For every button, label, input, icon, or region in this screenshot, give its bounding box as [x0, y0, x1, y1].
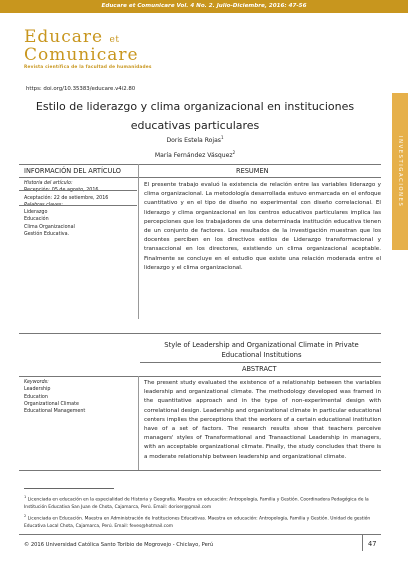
keywords-en: [24, 379, 85, 415]
divider-top: [19, 164, 381, 165]
doi-link[interactable]: https: doi.org/10.35383/educare.v4i2.80: [26, 86, 136, 92]
resumen-text: El presente trabajo evaluó la existencia de relación entre las variables liderazgo y clima organizacional. La metodología desarrollada estuvo enmarcada en el enfoque cuantitativo y en el tipo de diseño no experimental con diseño correlacional. El liderazgo y clima organizacional en los centros educativos particulares implica las percepciones que los trabajadores de una determinada institución educativa tienen de un conjunto de factores. Los resultados de la investigación muestran que los docentes perciben en los directivos estilos de Liderazgo transformacional y transaccional en los directores, existiendo un clima organizacional aceptable. Finalmente se concluye en el estudio que existe una relación moderada entre el liderazgo y el clima organizacional.: [144, 182, 381, 271]
divider-abstract-bottom: [19, 376, 381, 377]
keyword-es: Liderazgo: [24, 210, 48, 216]
logo-word-educare: Educare: [24, 27, 104, 47]
logo-subtitle: Revista científica de la facultad de humanidades: [24, 65, 152, 70]
section-sidebar-label: INVESTIGACIONES: [397, 135, 403, 208]
divider-abstract-top: [140, 362, 381, 363]
keywords-label-en: Keywords:: [24, 380, 49, 385]
abstract-header: ABSTRACT: [242, 365, 277, 373]
footnote-2: [24, 513, 384, 531]
article-title-line2: educativas particulares: [130, 119, 260, 132]
divider-abstract-end: [19, 470, 381, 471]
english-title-line1: Style of Leadership and Organizational Climate in Private: [164, 341, 359, 349]
page-number-separator: [362, 535, 363, 551]
footnote-1-mark: 1: [24, 495, 27, 499]
divider-english-title: [19, 333, 381, 334]
abstract-text: The present study evaluated the existence of a relationship between the variables leadership and organizational climate. The methodology developed was framed in the quantitative approach and in the type of non-experimental design with correlational design. Leadership and organizational climate in particular educational centers implies the perceptions that the workers of a certain educational institution have of a set of factors. The research results show that teachers perceive managers' styles of Transformational and Transactional Leadership in managers, with an acceptable organizational climate. Finally, the study concludes that there is a moderate relationship between leadership and organizational climate.: [144, 380, 381, 460]
article-authors: [30, 132, 360, 162]
page-number: 47: [368, 540, 377, 548]
footnote-2-text: Licenciada en Educación. Maestra en Administración de Instituciones Educativas. Maestra en educación: Antropología, Familia y Gestión. Unidad de gestión Educativa Local Chota, Cajamarca, Perú. Email: feves@hotmail.com: [24, 516, 371, 530]
keyword-en: Education: [24, 394, 48, 400]
author-2-name: María Fernández Vásquez: [154, 152, 233, 160]
keyword-es: Gestión Educativa.: [24, 232, 70, 238]
journal-logo: [24, 27, 224, 70]
info-header: INFORMACIÓN DEL ARTÍCULO: [24, 167, 121, 175]
keyword-en: Leadership: [24, 387, 51, 393]
author-1-name: Doris Estela Rojas: [166, 137, 221, 145]
footnote-2-mark: 2: [24, 514, 27, 518]
article-title-line1: Estilo de liderazgo y clima organizacional en instituciones: [35, 100, 355, 113]
column-separator-es: [138, 164, 139, 319]
divider-info-2: [19, 205, 137, 206]
keyword-es: Educación: [24, 217, 49, 223]
resumen-header: RESUMEN: [236, 167, 269, 175]
copyright: © 2016 Universidad Católica Santo Toribio de Mogrovejo - Chiclayo, Perú: [24, 542, 214, 548]
footnote-1-text: Licenciada en educación en la especialidad de Historia y Geografía. Maestra en educación: Antropología, Familia y Gestión. Coordinadora Pedagógica de la Institución Educativa San Juan de Chota, Cajamarca, Perú. Email: doriser@gmail.com: [24, 497, 369, 511]
author-2-sup: 2: [232, 150, 236, 156]
author-2: [30, 147, 360, 162]
author-1-sup: 1: [221, 135, 224, 140]
divider-info: [19, 190, 137, 191]
keyword-en: Educational Management: [24, 409, 86, 415]
column-separator-en: [138, 376, 139, 470]
history-label: Historia del artículo:: [24, 181, 73, 186]
footer-rule: [19, 534, 381, 535]
journal-header-bar: Educare et Comunicare Vol. 4 No. 2. Julio-Diciembre, 2016: 47-56: [0, 0, 408, 13]
keyword-en: Organizational Climate: [24, 401, 79, 407]
english-title: [140, 340, 383, 360]
divider-header-bottom: [19, 177, 381, 178]
footnote-rule: [24, 488, 114, 489]
keyword-es: Clima Organizacional: [24, 224, 75, 230]
article-title: [30, 97, 360, 135]
author-1: [30, 132, 360, 147]
logo-word-et: et: [109, 35, 120, 45]
english-title-line2: Educational Institutions: [221, 351, 302, 359]
logo-line2: Comunicare: [24, 45, 139, 65]
accepted-date: Aceptación: 22 de setiembre, 2016: [24, 195, 109, 201]
article-info: [24, 180, 108, 238]
footnote-1: [24, 494, 384, 512]
